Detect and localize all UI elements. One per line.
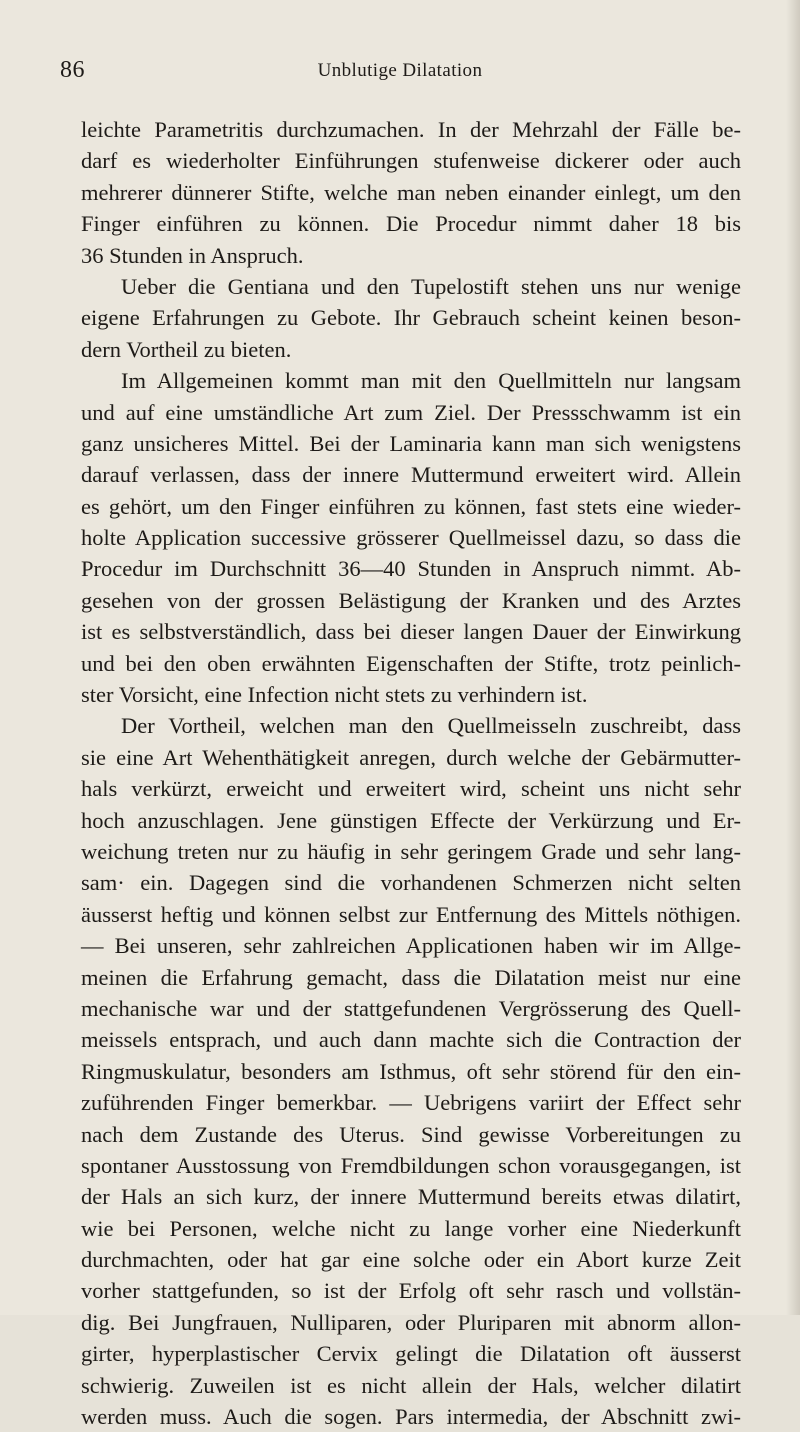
page-edge-shadow (786, 0, 800, 1315)
text-line: eigene Erfahrungen zu Gebote. Ihr Gebrauch scheint keinen beson- (81, 305, 741, 331)
text-line: zuführenden Finger bemerkbar. — Uebrigens variirt der Effect sehr (81, 1090, 741, 1116)
text-line: spontaner Ausstossung von Fremdbildungen schon vorausgegangen, ist (81, 1152, 741, 1178)
text-line: vorher stattgefunden, so ist der Erfolg oft sehr rasch und vollstän- (81, 1278, 741, 1304)
text-line: mechanische war und der stattgefundenen Vergrösserung des Quell- (81, 995, 741, 1021)
text-line: dern Vortheil zu bieten. (81, 336, 292, 362)
text-line: darf es wiederholter Einführungen stufenweise dickerer oder auch (81, 148, 741, 174)
text-line: nach dem Zustande des Uterus. Sind gewisse Vorbereitungen zu (81, 1121, 741, 1147)
text-line: es gehört, um den Finger einführen zu können, fast stets eine wieder- (81, 493, 741, 519)
text-line: Ueber die Gentiana und den Tupelostift stehen uns nur wenige (121, 273, 741, 299)
text-line: ist es selbstverständlich, dass bei dieser langen Dauer der Einwirkung (81, 619, 741, 645)
text-line: weichung treten nur zu häufig in sehr geringem Grade und sehr lang- (81, 838, 741, 864)
text-line: äusserst heftig und können selbst zur Entfernung des Mittels nöthigen. (81, 901, 741, 927)
text-line: hals verkürzt, erweicht und erweitert wird, scheint uns nicht sehr (81, 776, 741, 802)
text-line: Ringmuskulatur, besonders am Isthmus, oft sehr störend für den ein- (81, 1058, 741, 1084)
text-line: — Bei unseren, sehr zahlreichen Applicationen haben wir im Allge- (81, 933, 741, 959)
text-line: durchmachten, oder hat gar eine solche oder ein Abort kurze Zeit (81, 1247, 741, 1273)
running-head: Unblutige Dilatation (317, 60, 483, 81)
text-line: mehrerer dünnerer Stifte, welche man neben einander einlegt, um den (81, 179, 741, 205)
text-line: sie eine Art Wehenthätigkeit anregen, durch welche der Gebärmutter- (81, 744, 741, 770)
text-line: ster Vorsicht, eine Infection nicht stets zu verhindern ist. (81, 682, 588, 708)
text-line: girter, hyperplastischer Cervix gelingt die Dilatation oft äusserst (81, 1341, 741, 1367)
text-line: Finger einführen zu können. Die Procedur nimmt daher 18 bis (81, 211, 741, 237)
text-line: der Hals an sich kurz, der innere Muttermund bereits etwas dilatirt, (81, 1184, 741, 1210)
text-line: schwierig. Zuweilen ist es nicht allein der Hals, welcher dilatirt (81, 1372, 741, 1398)
text-line: wie bei Personen, welche nicht zu lange vorher eine Niederkunft (81, 1215, 741, 1241)
text-line: Im Allgemeinen kommt man mit den Quellmitteln nur langsam (121, 368, 741, 394)
body-text (81, 114, 741, 1432)
text-line: und auf eine umständliche Art zum Ziel. Der Pressschwamm ist ein (81, 399, 741, 425)
text-line: hoch anzuschlagen. Jene günstigen Effecte der Verkürzung und Er- (81, 807, 741, 833)
text-line: Procedur im Durchschnitt 36—40 Stunden in Anspruch nimmt. Ab- (81, 556, 741, 582)
text-line: ganz unsicheres Mittel. Bei der Laminaria kann man sich wenigstens (81, 430, 741, 456)
text-line: sam· ein. Dagegen sind die vorhandenen Schmerzen nicht selten (81, 870, 741, 896)
text-line: und bei den oben erwähnten Eigenschaften der Stifte, trotz peinlich- (81, 650, 741, 676)
text-line: darauf verlassen, dass der innere Muttermund erweitert wird. Allein (81, 462, 741, 488)
text-line: werden muss. Auch die sogen. Pars intermedia, der Abschnitt zwi- (81, 1404, 741, 1430)
text-line: gesehen von der grossen Belästigung der Kranken und des Arztes (81, 587, 741, 613)
text-line: meinen die Erfahrung gemacht, dass die Dilatation meist nur eine (81, 964, 741, 990)
text-line: meissels entsprach, und auch dann machte sich die Contraction der (81, 1027, 741, 1053)
text-line: Der Vortheil, welchen man den Quellmeisseln zuschreibt, dass (121, 713, 741, 739)
page-number: 86 (60, 57, 85, 83)
text-line: 36 Stunden in Anspruch. (81, 242, 304, 268)
text-line: holte Application successive grösserer Quellmeissel dazu, so dass die (81, 525, 741, 551)
text-line: dig. Bei Jungfrauen, Nulliparen, oder Pluriparen mit abnorm allon- (81, 1309, 741, 1335)
text-line: leichte Parametritis durchzumachen. In der Mehrzahl der Fälle be- (81, 117, 741, 142)
